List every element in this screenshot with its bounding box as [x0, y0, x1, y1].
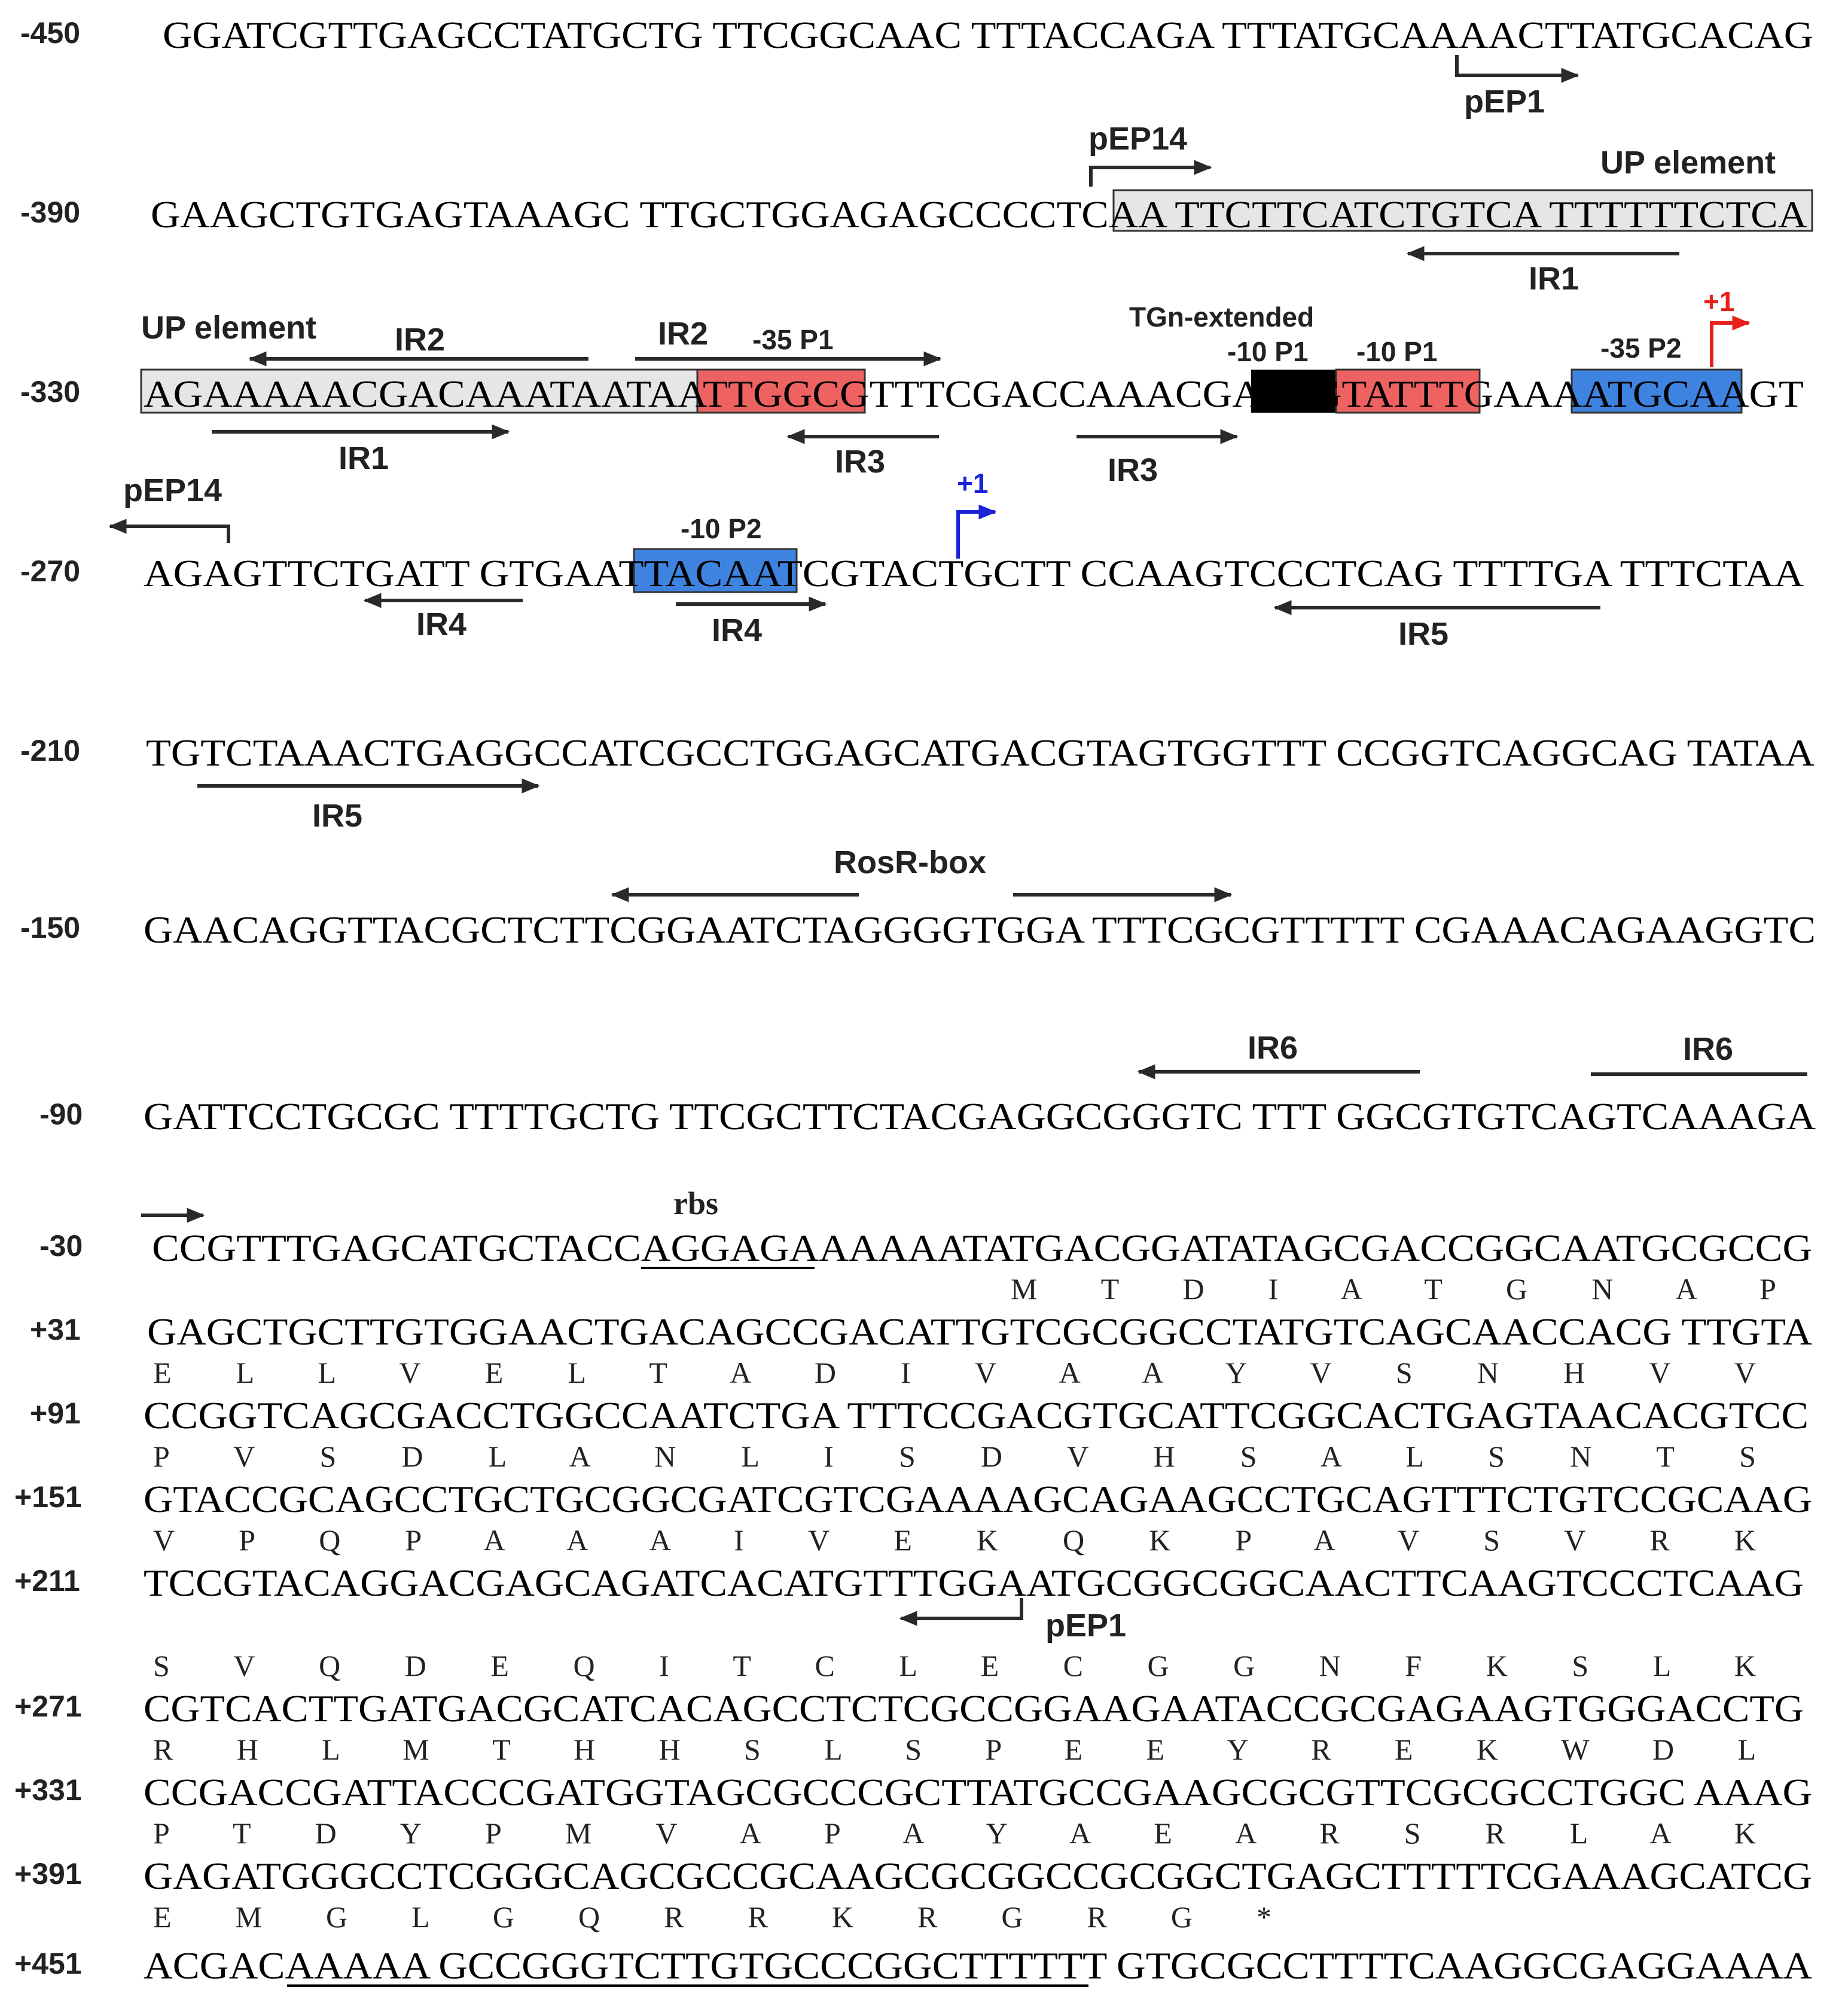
tss-p1-arrow — [1712, 323, 1749, 367]
minus35-p1-label: -35 P1 — [752, 324, 834, 355]
line-number: +91 — [30, 1397, 81, 1430]
ir1-label: IR1 — [1529, 261, 1579, 297]
rosr-box-label: RosR-box — [834, 844, 986, 880]
line-number: -90 — [39, 1097, 83, 1131]
tss-p1-label: +1 — [1703, 286, 1735, 317]
sequence-line: AGAGTTCTGATT GTGAATTACAATCGTACTGCTT CCAAGTCCCTCAG TTTTGA TTTCTAA — [144, 552, 1804, 594]
aa-line: R H L M T H H S L S P E E Y R E K W D L — [153, 1733, 1756, 1766]
sequence-line: CGTCACTTGATGACGCATCACAGCCTCTCGCCGGAAGAATACCGCGAGAAGTGGGACCTG — [144, 1687, 1804, 1730]
pep1-label: pEP1 — [1464, 84, 1545, 120]
aa-line: S V Q D E Q I T C L E C G G N F K S L K — [153, 1649, 1756, 1682]
ir4-label: IR4 — [416, 606, 467, 642]
dna-sequence — [144, 14, 1816, 1987]
line-number: -30 — [39, 1229, 83, 1263]
line-number: -390 — [20, 196, 81, 229]
sequence-line: TCCGTACAGGACGAGCAGATCACATGTTTGGAATGCGGCGGCAACTTCAAGTCCCTCAAG — [144, 1562, 1804, 1604]
ir2-label: IR2 — [395, 322, 446, 358]
line-number: +391 — [14, 1857, 82, 1891]
ir3-label: IR3 — [1108, 452, 1158, 488]
sequence-line: ACGACAAAAA GCCGGGTCTTGTGCCCGGCTTTTTT GTGCGCCTTTTCAAGGCGAGGAAAA — [144, 1944, 1812, 1987]
minus10-p1-label: -10 P1 — [1356, 336, 1438, 367]
ir4-label: IR4 — [712, 612, 763, 648]
minus10-p2-label: -10 P2 — [681, 513, 762, 544]
sequence-line: GTACCGCAGCCTGCTGCGGCGATCGTCGAAAAGCAGAAGCCTGCAGTTTCTGTCCGCAAG — [144, 1478, 1812, 1520]
sequence-line: CCGGTCAGCGACCTGGCCAATCTGA TTTCCGACGTGCATTCGGCACTGAGTAACACGTCC — [144, 1394, 1809, 1437]
up-element-label: UP element — [1600, 145, 1776, 181]
line-number: +451 — [14, 1947, 82, 1980]
line-number: +271 — [14, 1690, 82, 1723]
line-number: +211 — [14, 1564, 80, 1597]
line-number: +331 — [14, 1773, 82, 1807]
ir2-label: IR2 — [658, 316, 709, 352]
pep1-arrow — [1457, 55, 1578, 75]
pep1-label: pEP1 — [1045, 1608, 1127, 1644]
pep14-arrow — [1091, 167, 1210, 187]
sequence-line: CCGACCGATTACCCGATGGTAGCGCCCGCTTATGCCGAAGCGCGTTCGCGCCTGGC AAAG — [144, 1771, 1812, 1813]
pep14-label: pEP14 — [1088, 121, 1188, 157]
sequence-line: CCGTTTGAGCATGCTACCAGGAGAAAAAATATGACGGATATAGCGACCGGCAATGCGCCG — [152, 1227, 1812, 1269]
line-number: -150 — [20, 911, 81, 944]
line-number: -270 — [20, 554, 81, 588]
sequence-line: GAGCTGCTTGTGGAACTGACAGCCGACATTGTCGCGGCCTATGTCAGCAACCACG TTGTA — [147, 1310, 1812, 1353]
line-number: -210 — [20, 734, 81, 767]
sequence-line: GATTCCTGCGC TTTTGCTG TTCGCTTCTACGAGGCGGGTC TTT GGCGTGTCAGTCAAAGA — [144, 1095, 1816, 1138]
minus10-p1-label: -10 P1 — [1227, 336, 1309, 367]
sequence-line: GGATCGTTGAGCCTATGCTG TTCGGCAAC TTTACCAGA TTTATGCAAAACTTATGCACAG — [163, 14, 1813, 56]
sequence-line: GAACAGGTTACGCTCTTCGGAATCTAGGGGTGGA TTTCGCGTTTTT CGAAACAGAAGGTC — [144, 908, 1816, 951]
sequence-line: AGAAAAACGACAAATAATAATTGGCGTTTCGACCAAACGATGGTATTTGAAAATGCAAGT — [144, 373, 1804, 415]
sequence-line: TGTCTAAACTGAGGCCATCGCCTGGAGCATGACGTAGTGGTTT CCGGTCAGGCAG TATAA — [146, 731, 1815, 774]
ir6-label: IR6 — [1683, 1031, 1734, 1067]
ir3-label: IR3 — [835, 444, 886, 480]
pep14-arrow — [110, 526, 228, 543]
ir6-label: IR6 — [1248, 1030, 1298, 1066]
sequence-line: GAAGCTGTGAGTAAAGC TTGCTGGAGAGCCCCTCAA TTCTTCATCTGTCA TTTTTTCTCA — [151, 193, 1807, 236]
aa-line: M T D I A T G N A P — [1011, 1272, 1776, 1306]
aa-line: E M G L G Q R R K R G R G * — [153, 1900, 1271, 1934]
line-number: -450 — [20, 16, 81, 50]
up-element-label: UP element — [141, 310, 317, 346]
sequence-line: GAGATGGGCCTCGGGCAGCGCCGCAAGCGCGGCCGCGGCTGAGCTTTTTCGAAAGCATCG — [144, 1855, 1812, 1897]
ir1-label: IR1 — [339, 440, 389, 476]
line-number: +31 — [30, 1313, 81, 1346]
minus35-p2-label: -35 P2 — [1600, 333, 1682, 364]
rbs-label: rbs — [673, 1185, 719, 1221]
position-numbers — [14, 16, 83, 1980]
line-number: +151 — [14, 1480, 82, 1514]
aa-line: E L L V E L T A D I V A A Y V S N H V V — [153, 1356, 1756, 1389]
tgn-extended-label: TGn-extended — [1129, 301, 1315, 333]
aa-line: P V S D L A N L I S D V H S A L S N T S — [153, 1440, 1756, 1473]
ir5-label: IR5 — [312, 798, 363, 834]
aa-line: V P Q P A A A I V E K Q K P A V S V R K — [153, 1523, 1756, 1557]
line-number: -330 — [20, 375, 81, 408]
ir5-label: IR5 — [1398, 616, 1449, 652]
aa-line: P T D Y P M V A P A Y A E A R S R L A K — [153, 1816, 1756, 1850]
pep14-label: pEP14 — [123, 472, 222, 508]
tss-p2-label: +1 — [957, 468, 989, 499]
